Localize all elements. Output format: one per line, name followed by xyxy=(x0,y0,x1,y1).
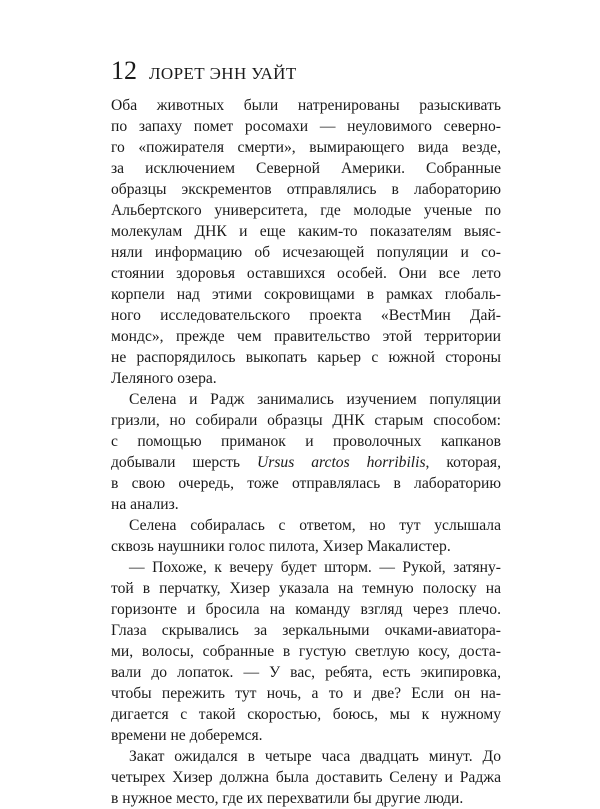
text-line: в свою очередь, тоже отправлялась в лабораторию xyxy=(111,475,501,492)
text-line: Альбертского университета, где молодые ученые по xyxy=(111,202,501,219)
running-head: ЛОРЕТ ЭНН УАЙТ xyxy=(149,64,297,83)
text-line: времени не доберемся. xyxy=(111,727,263,744)
text-line: за исключением Северной Америки. Собранные xyxy=(111,160,501,177)
text-line: Селена собиралась с ответом, но тут услышала xyxy=(129,517,501,534)
text-line: с помощью приманок и проволочных капканов xyxy=(111,433,501,450)
text-line: на анализ. xyxy=(111,496,179,513)
text-line: по запаху помет росомахи — неуловимого северно- xyxy=(111,118,501,135)
text-line: образцы экскрементов отправлялись в лабораторию xyxy=(111,181,501,198)
text-line: ного исследовательского проекта «ВестМин Дай- xyxy=(111,307,501,324)
text-line: сквозь наушники голос пилота, Хизер Макалистер. xyxy=(111,538,451,555)
text-line: стоянии здоровья оставшихся особей. Они все лето xyxy=(111,265,501,282)
text-line: Оба животных были натренированы разыскивать xyxy=(111,97,501,114)
text-line: няли информацию об исчезающей популяции и со- xyxy=(111,244,501,261)
text-line: четырех Хизер должна была доставить Селену и Раджа xyxy=(111,769,501,786)
text-line: вали до лопаток. — У вас, ребята, есть экипировка, xyxy=(111,664,501,681)
text-segment: добывали шерсть xyxy=(111,454,241,471)
text-line: молекулам ДНК и еще каким-то показателям выяс- xyxy=(111,223,501,240)
text-line: Глаза скрывались за зеркальными очками-авиатора- xyxy=(111,622,501,639)
text-line: Селена и Радж занимались изучением популяции xyxy=(129,391,501,408)
text-line: Леляного озера. xyxy=(111,370,217,387)
text-line: Закат ожидался в четыре часа двадцать минут. До xyxy=(129,748,501,765)
text-line: чтобы пережить тут ночь, а то и две? Если он на- xyxy=(111,685,501,702)
text-line: корпели над этими сокровищами в рамках глобаль- xyxy=(111,286,501,303)
page-number: 12 xyxy=(111,56,137,85)
text-line: мондс», прежде чем правительство этой территории xyxy=(111,328,501,345)
body-text xyxy=(111,95,501,809)
text-segment: , которая, xyxy=(425,454,501,471)
text-line: — Похоже, к вечеру будет шторм. — Рукой, затяну- xyxy=(129,559,501,576)
text-line: дигается с такой скоростью, боюсь, мы к нужному xyxy=(111,706,501,723)
text-line: той в перчатку, Хизер указала на темную полоску на xyxy=(111,580,501,597)
species-name: Ursus arctos horribilis xyxy=(257,454,426,471)
text-line: гризли, но собирали образцы ДНК старым способом: xyxy=(111,412,501,429)
text-line: не распорядилось выкопать карьер с южной стороны xyxy=(111,349,501,366)
page-header xyxy=(111,58,297,84)
text-line: в нужное место, где их перехватили бы другие люди. xyxy=(111,790,464,807)
text-line: горизонте и бросила на команду взгляд через плечо. xyxy=(111,601,501,618)
text-line: ми, волосы, собранные в густую светлую косу, доста- xyxy=(111,643,501,660)
text-line-mixed xyxy=(111,452,501,473)
text-line: го «пожирателя смерти», вымирающего вида везде, xyxy=(111,139,501,156)
